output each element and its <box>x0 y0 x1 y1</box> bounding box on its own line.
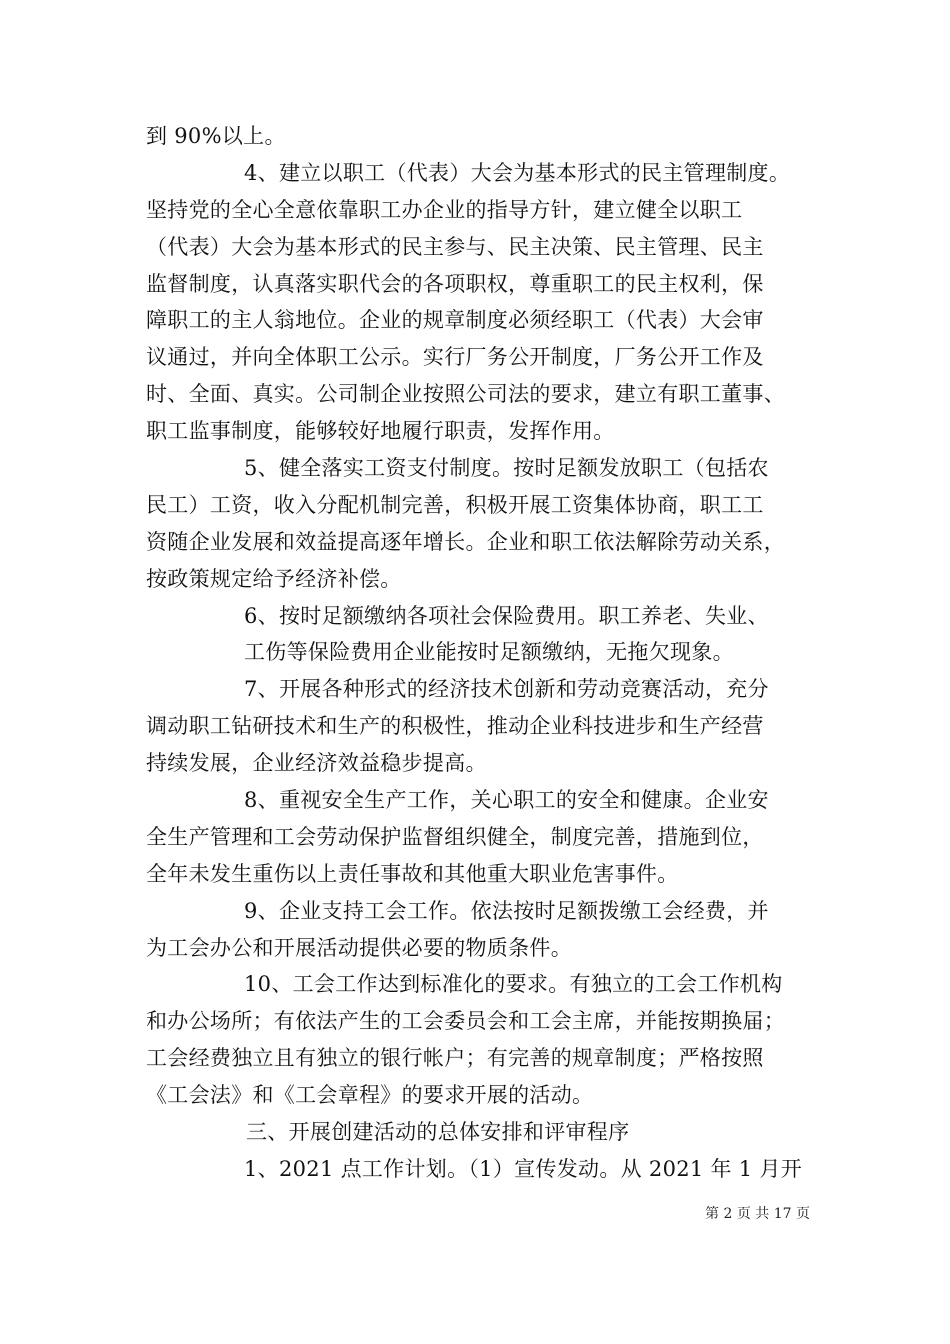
paragraph-start-line: 7、开展各种形式的经济技术创新和劳动竞赛活动，充分 <box>244 677 769 702</box>
text-line: 按政策规定给予经济补偿。 <box>146 566 402 591</box>
text-line: 工会经费独立且有独立的银行帐户；有完善的规章制度；严格按照 <box>146 1046 764 1071</box>
section-heading: 三、开展创建活动的总体安排和评审程序 <box>246 1120 630 1145</box>
paragraph-start-line: 10、工会工作达到标准化的要求。有独立的工会工作机构 <box>244 972 783 997</box>
text-line: 工伤等保险费用企业能按时足额缴纳，无拖欠现象。 <box>244 640 734 665</box>
paragraph-start-line: 9、企业支持工会工作。依法按时足额拨缴工会经费，并 <box>244 898 769 923</box>
text-line: （代表）大会为基本形式的民主参与、民主决策、民主管理、民主 <box>146 234 764 259</box>
paragraph-start-line: 1、2021 点工作计划。（1）宣传发动。从 2021 年 1 月开 <box>244 1156 803 1181</box>
text-line: 和办公场所；有依法产生的工会委员会和工会主席，并能按期换届； <box>146 1009 785 1034</box>
text-line: 职工监事制度，能够较好地履行职责，发挥作用。 <box>146 419 615 444</box>
text-line: 障职工的主人翁地位。企业的规章制度必须经职工（代表）大会审 <box>146 308 764 333</box>
paragraph-start-line: 5、健全落实工资支付制度。按时足额发放职工（包括农 <box>244 456 769 481</box>
paragraph-start-line: 8、重视安全生产工作，关心职工的安全和健康。企业安 <box>244 788 769 813</box>
text-line: 持续发展，企业经济效益稳步提高。 <box>146 751 487 776</box>
paragraph-start-line: 6、按时足额缴纳各项社会保险费用。职工养老、失业、 <box>244 603 769 628</box>
text-line: 民工）工资，收入分配机制完善，积极开展工资集体协商，职工工 <box>146 492 764 517</box>
text-line: 资随企业发展和效益提高逐年增长。企业和职工依法解除劳动关系， <box>146 529 785 554</box>
text-line: 议通过，并向全体职工公示。实行厂务公开制度，厂务公开工作及 <box>146 345 764 370</box>
text-line: 为工会办公和开展活动提供必要的物质条件。 <box>146 935 572 960</box>
text-line: 时、全面、真实。公司制企业按照公司法的要求，建立有职工董事、 <box>146 382 785 407</box>
text-line: 全年未发生重伤以上责任事故和其他重大职业危害事件。 <box>146 861 679 886</box>
text-line: 《工会法》和《工会章程》的要求开展的活动。 <box>146 1083 594 1108</box>
text-line: 坚持党的全心全意依靠职工办企业的指导方针，建立健全以职工 <box>146 197 743 222</box>
text-line: 调动职工钻研技术和生产的积极性，推动企业科技进步和生产经营 <box>146 714 764 739</box>
document-body <box>146 118 818 1188</box>
text-line: 监督制度，认真落实职代会的各项职权，尊重职工的民主权利，保 <box>146 271 764 296</box>
paragraph-start-line: 4、建立以职工（代表）大会为基本形式的民主管理制度。 <box>244 160 791 185</box>
page-number: 第 2 页 共 17 页 <box>705 1206 810 1222</box>
text-line: 到 90%以上。 <box>146 124 286 148</box>
text-line: 全生产管理和工会劳动保护监督组织健全，制度完善，措施到位， <box>146 824 764 849</box>
